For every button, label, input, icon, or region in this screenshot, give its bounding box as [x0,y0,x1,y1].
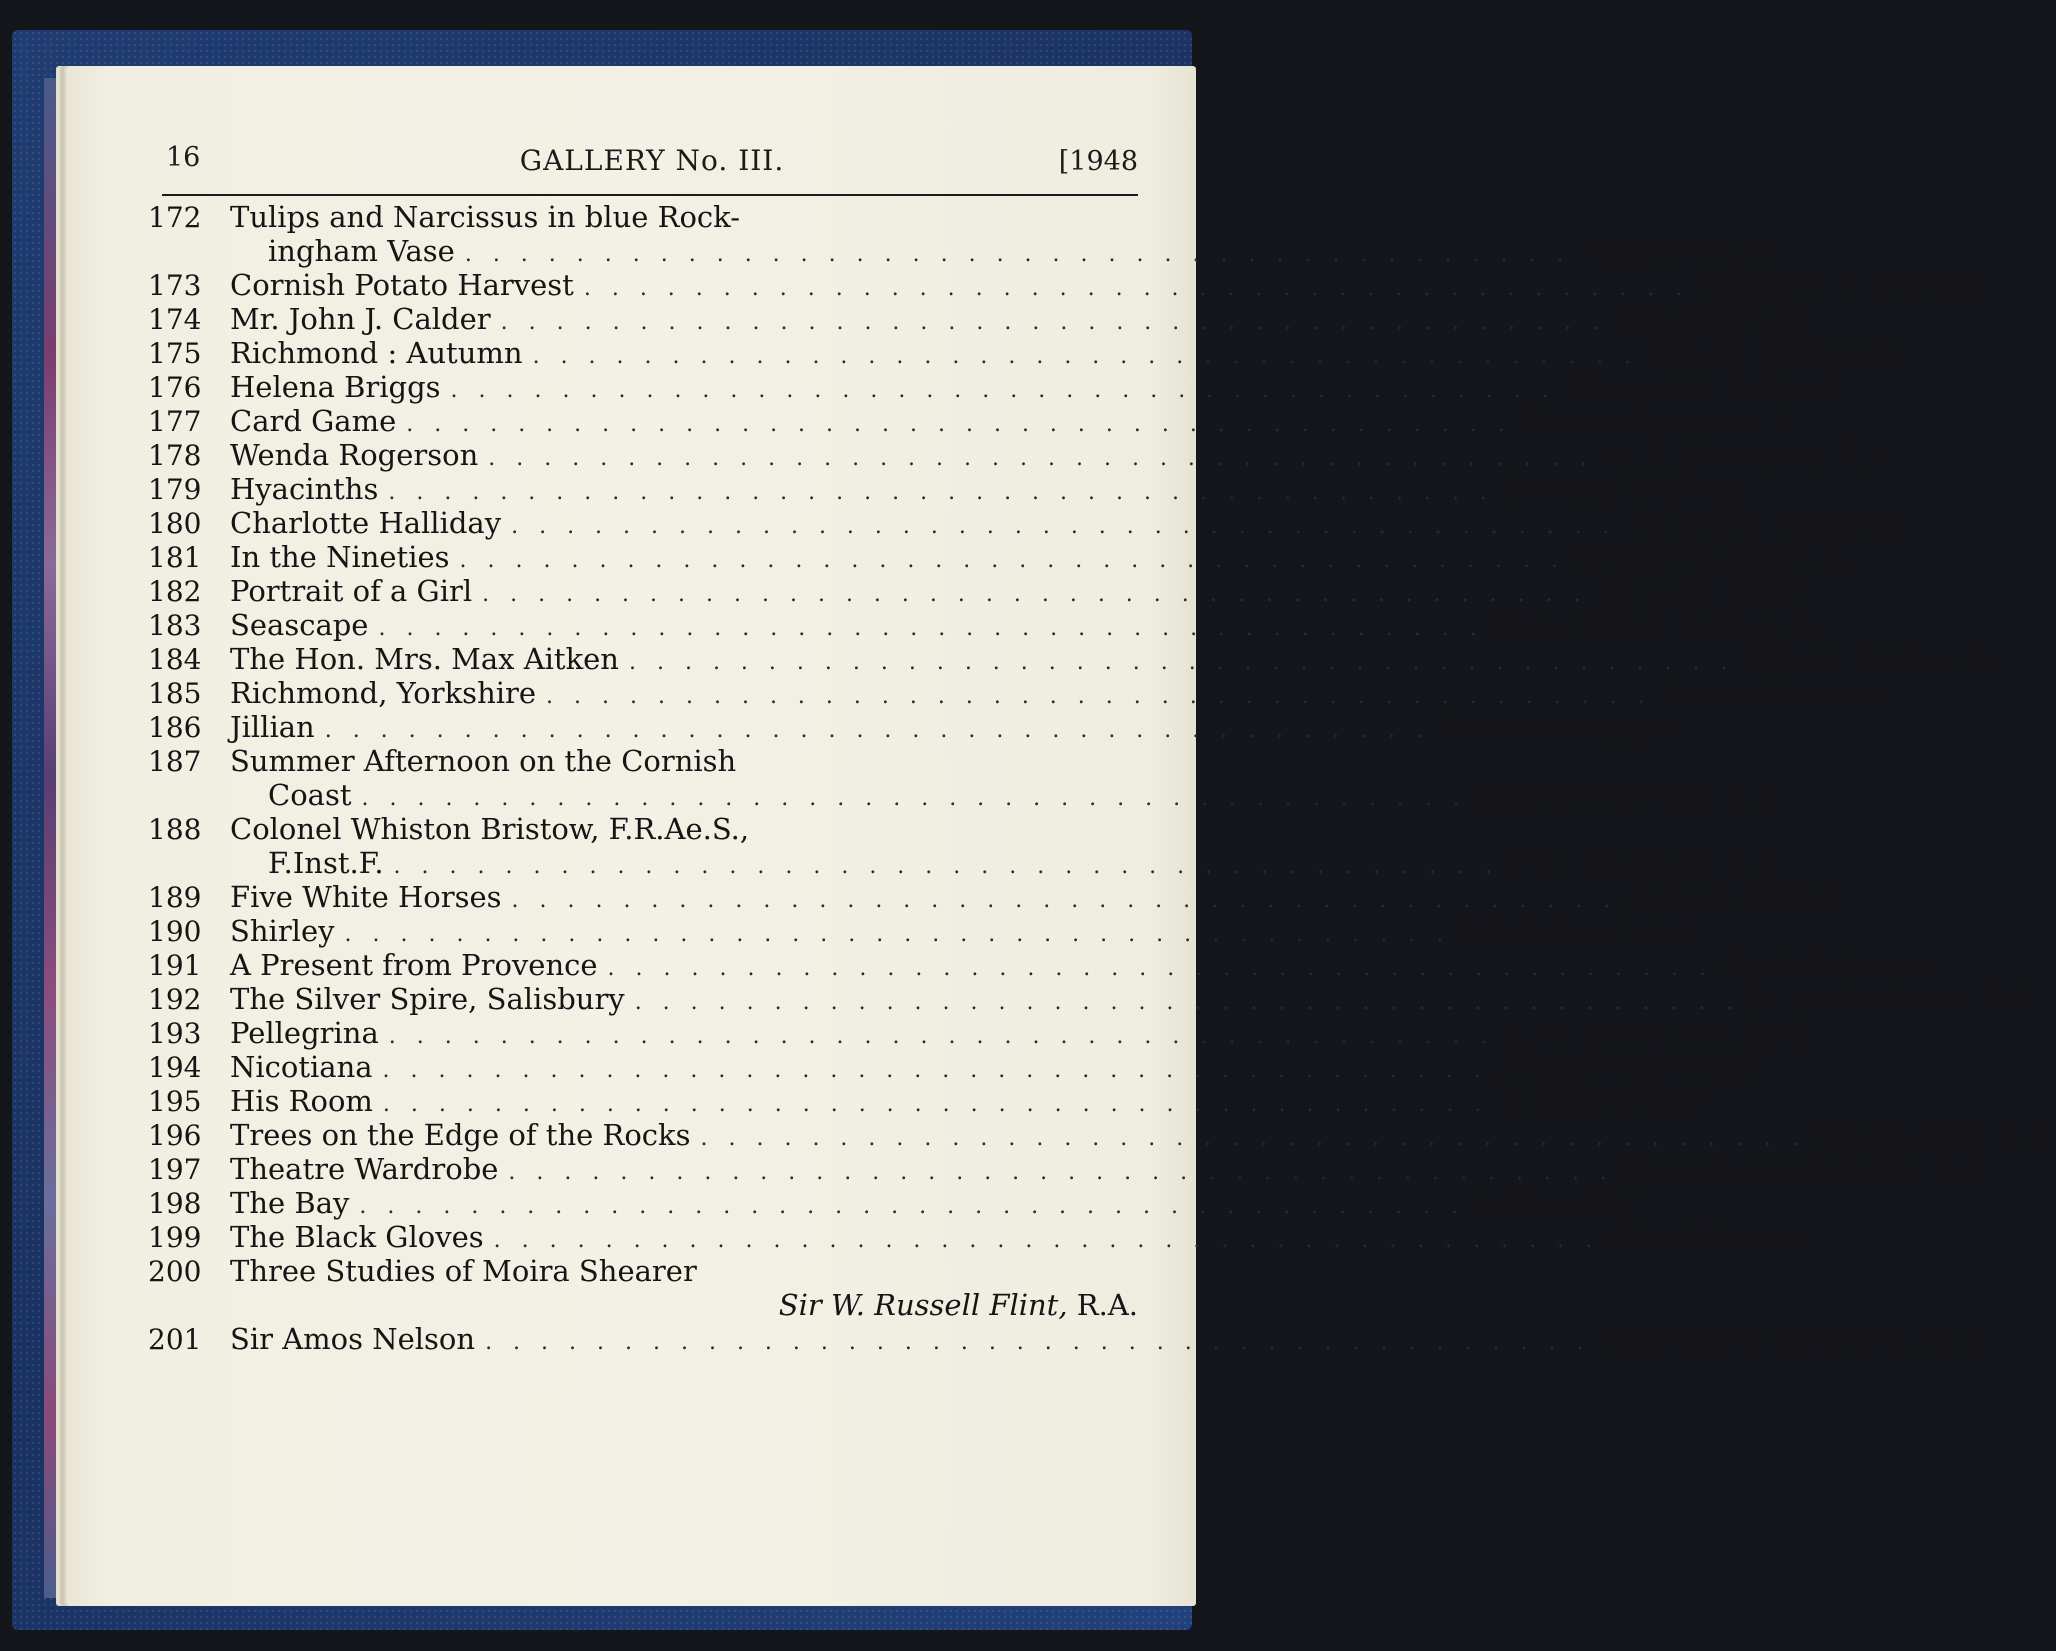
dot-leader: . . . . . . . . . . . . . . . . . . . . . . . . . . . . . . . . . . . . . . . . [393,854,1500,879]
work-title: Wenda Rogerson [230,438,479,472]
artist-name-text: Reginald G. Brundrit, [1600,1322,1917,1356]
catalogue-number: 180 [148,507,202,540]
artist-name-text: Steven Spurrier, [1521,404,1764,438]
catalogue-number: 183 [148,609,202,642]
artist-name [1460,914,1699,948]
work-title: A Present from Provence [230,948,598,982]
artist-name [1494,608,1823,642]
catalogue-entry [140,506,1903,540]
catalogue-entry [140,1050,1756,1084]
artist-name [1504,1016,1808,1050]
artist-name-text: Steven Spurrier, [1575,540,1817,574]
catalogue-entry [140,370,1841,404]
catalogue-number: 172 [148,201,202,234]
artist-name [1723,948,1928,982]
artist-name [1598,574,1800,608]
catalogue-entry [140,438,1898,472]
work-title: Sir Amos Nelson [230,1322,476,1356]
work-title: Pellegrina [230,1016,379,1050]
artist-name [1498,1050,1755,1084]
work-title: Tulips and Narcissus in blue Rock- [230,200,741,234]
catalogue-number: 188 [148,813,202,846]
catalogue-number: 177 [148,405,202,438]
artist-name-text: Margarita Rotinoff [1566,370,1841,404]
catalogue-entry [140,676,1885,710]
artist-name [1504,472,1743,506]
artist-name [1522,404,1803,438]
catalogue-number: 184 [148,643,202,676]
dot-leader: . . . . . . . . . . . . . . . . . . . . . . . . . . . . . . . . . . . . . . . . [464,242,1571,267]
artist-distinction: R.A. [1835,438,1898,472]
artist-name [1699,268,1984,302]
artist-distinction: A. [1825,540,1856,574]
work-title: In the Nineties [230,540,450,574]
work-title: Three Studies of Moira Shearer [230,1254,697,1288]
work-title: The Silver Spire, Salisbury [230,982,625,1016]
dot-leader: . . . . . . . . . . . . . . . . . . . . . . . . . . . . . . . . . . . . . . . . [583,276,1690,301]
catalogue-number: 181 [148,541,202,574]
catalogue-number: 173 [148,269,202,302]
catalogue-number: 197 [148,1153,202,1186]
catalogue-entry [140,710,1676,744]
header-rule [162,194,1138,196]
artist-name-text: Ethel Gabain [1609,1220,1801,1254]
dot-leader: . . . . . . . . . . . . . . . . . . . . . . . . . . . . . . . . . . . . . . . . [485,1330,1591,1355]
artist-distinction: A. [1968,642,1999,676]
running-title: GALLERY No. III. [519,144,785,177]
artist-name [1624,1152,1992,1186]
dot-leader: . . . . . . . . . . . . . . . . . . . . . . . . . . . . . . . . . . . . . . . . [482,582,1588,607]
artist-distinction: R.A. [1076,1288,1138,1322]
artist-name [1604,438,1897,472]
catalogue-entry [140,472,1743,506]
work-title: Seascape [230,608,369,642]
artist-distinction: R.A. [1930,1152,1993,1186]
dot-leader: . . . . . . . . . . . . . . . . . . . . . . . . . . . . . . . . . . . . . . . . [532,344,1639,369]
catalogue-entries [140,200,2056,1356]
year-marker: [1948 [1058,146,1138,177]
artist-name-text: W. G. de Glehn, [1750,982,1976,1016]
artist-name-text: Lilian Lancaster [1459,914,1699,948]
page-number: 16 [166,142,201,173]
catalogue-entry [140,336,1904,370]
artist-name-text: Dorothy Billings [1503,472,1743,506]
artist-name-text: Edward I. Halliday [1626,506,1903,540]
dot-leader: . . . . . . . . . . . . . . . . . . . . . . . . . . . . . . . . . . . . . . . . [388,1024,1495,1049]
catalogue-entry [140,880,1842,914]
artist-name [1475,1186,1636,1220]
artist-distinction: R.A. [1723,846,1785,880]
catalogue-entry [140,812,1785,880]
catalogue-number: 178 [148,439,202,472]
work-title: The Bay [230,1186,350,1220]
dot-leader: . . . . . . . . . . . . . . . . . . . . . . . . . . . . . . . . . . . . . . . . [488,446,1594,471]
dot-leader: . . . . . . . . . . . . . . . . . . . . . . . . . . . . . . . . . . . . . . . . [324,718,1431,743]
catalogue-number: 176 [148,371,202,404]
work-title: Trees on the Edge of the Rocks [230,1118,691,1152]
work-title: The Black Gloves [230,1220,484,1254]
artist-name [1580,234,1777,268]
artist-name-text: Adrian Hill [1474,1186,1636,1220]
dot-leader: . . . . . . . . . . . . . . . . . . . . . . . . . . . . . . . . . . . . . . . . [388,480,1494,505]
catalogue-entry [140,1152,1993,1186]
catalogue-entry [140,948,1928,982]
work-title: Card Game [230,404,397,438]
artist-name [1601,1322,1987,1356]
catalogue-number: 187 [148,745,202,778]
catalogue-entry [140,1322,1987,1356]
artist-name [1609,1220,1800,1254]
artist-name-text: Mary M. Watt [1597,574,1801,608]
artist-name [1662,676,1885,710]
artist-distinction: R.A. [1723,778,1786,812]
dot-leader: . . . . . . . . . . . . . . . . . . . . . . . . . . . . . . . . . . . . . . . . [378,616,1484,641]
page-header [166,140,1138,190]
artist-name-text: A. K. Lawrence, [1504,1016,1738,1050]
artist-name-text: Donald Towner [1661,676,1885,710]
work-title: Richmond, Yorkshire [230,676,537,710]
artist-name [779,1288,1138,1322]
work-title-continuation: Coast [268,778,352,812]
work-title: Five White Horses [230,880,502,914]
artist-distinction: R.A. [1994,1118,2056,1152]
artist-name [1816,1118,2056,1152]
dot-leader: . . . . . . . . . . . . . . . . . . . . . . . . . . . . . . . . . . . . . . . . [344,922,1450,947]
catalogue-number: 191 [148,949,202,982]
catalogue-entry [140,540,1856,574]
artist-name-text: Robert Whitmore [1648,336,1904,370]
work-title: Jillian [230,710,315,744]
catalogue-entry [140,642,1999,676]
artist-name [1750,982,2045,1016]
work-title: His Room [230,1084,373,1118]
work-title-continuation: F.Inst.F. [268,846,384,880]
artist-name-text: T. C. Dugdale, [1509,846,1715,880]
dot-leader: . . . . . . . . . . . . . . . . . . . . . . . . . . . . . . . . . . . . . . . . [607,956,1713,981]
catalogue-entry [140,1220,1801,1254]
catalogue-entry [140,268,1985,302]
artist-name-text: James Bateman, [1476,778,1715,812]
dot-leader: . . . . . . . . . . . . . . . . . . . . . . . . . . . . . . . . . . . . . . . . [700,1126,1806,1151]
work-title: Colonel Whiston Bristow, F.R.Ae.S., [230,812,750,846]
catalogue-number: 192 [148,983,202,1016]
artist-name [1566,370,1841,404]
catalogue-number: 186 [148,711,202,744]
artist-name-text: Norman Hepple [1440,710,1676,744]
artist-name-text: Enid Solomon [1723,948,1928,982]
artist-distinction: A. [1772,404,1803,438]
artist-distinction: R.A. [1984,982,2046,1016]
work-title: Helena Briggs [230,370,441,404]
work-title: Cornish Potato Harvest [230,268,574,302]
catalogue-entry [140,200,1778,268]
dot-leader: . . . . . . . . . . . . . . . . . . . . . . . . . . . . . . . . . . . . . . . . [493,1228,1600,1253]
catalogue-number: 175 [148,337,202,370]
artist-name-text: Simon Elwes [1616,302,1806,336]
artist-name [1440,710,1675,744]
dot-leader: . . . . . . . . . . . . . . . . . . . . . . . . . . . . . . . . . . . . . . . . [508,1160,1614,1185]
catalogue-entry [140,914,1699,948]
artist-name-text: Felicity Sutton [1626,880,1842,914]
dot-leader: . . . . . . . . . . . . . . . . . . . . . . . . . . . . . . . . . . . . . . . . [634,990,1741,1015]
artist-name [1627,506,1903,540]
catalogue-entry [140,744,1786,812]
catalogue-number: 174 [148,303,202,336]
catalogue-entry [140,982,2046,1016]
dot-leader: . . . . . . . . . . . . . . . . . . . . . . . . . . . . . . . . . . . . . . . . [459,548,1565,573]
artist-name-text: Walter Goodin [1498,1084,1709,1118]
catalogue-entry [140,1254,1138,1322]
artist-name-text: Dame Ethel Walker, [1493,608,1784,642]
artist-distinction: A. [1793,608,1824,642]
artist-name-text: Robert Buhler, [1744,642,1960,676]
dot-leader: . . . . . . . . . . . . . . . . . . . . . . . . . . . . . . . . . . . . . . . . [406,412,1512,437]
artist-name-text: Oliver Hall, [1815,1118,1986,1152]
artist-name-text: Sir W. Russell Flint, [778,1288,1068,1322]
work-title: Nicotiana [230,1050,373,1084]
catalogue-entry [140,1186,1636,1220]
work-title: Richmond : Autumn [230,336,523,370]
artist-name [1477,778,1785,812]
artist-name [1509,846,1785,880]
catalogue-entry [140,1118,2056,1152]
catalogue-entry [140,608,1824,642]
dot-leader: . . . . . . . . . . . . . . . . . . . . . . . . . . . . . . . . . . . . . . . . [382,1058,1489,1083]
artist-name-text: Jeanne Courtauld [1498,1050,1756,1084]
artist-name-text: Dame Laura Knight, [1623,1152,1922,1186]
artist-name [1627,880,1842,914]
catalogue-number: 193 [148,1017,202,1050]
catalogue-number: 195 [148,1085,202,1118]
catalogue-number: 185 [148,677,202,710]
artist-name-text: A. R. Thomson, [1603,438,1827,472]
catalogue-number: 182 [148,575,202,608]
catalogue-entry [140,404,1803,438]
artist-name [1575,540,1856,574]
catalogue-entry [140,302,1806,336]
catalogue-number: 189 [148,881,202,914]
work-title: Charlotte Halliday [230,506,502,540]
dot-leader: . . . . . . . . . . . . . . . . . . . . . . . . . . . . . . . . . . . . . . . . [511,888,1617,913]
dot-leader: . . . . . . . . . . . . . . . . . . . . . . . . . . . . . . . . . . . . . . . . [450,378,1557,403]
work-title: Summer Afternoon on the Cornish [230,744,737,778]
artist-distinction: R.A. [1925,1322,1987,1356]
artist-name [1616,302,1805,336]
catalogue-number: 194 [148,1051,202,1084]
dot-leader: . . . . . . . . . . . . . . . . . . . . . . . . . . . . . . . . . . . . . . . . [628,650,1735,675]
artist-name [1648,336,1903,370]
catalogue-number: 199 [148,1221,202,1254]
work-title: Portrait of a Girl [230,574,473,608]
catalogue-number: 198 [148,1187,202,1220]
dot-leader: . . . . . . . . . . . . . . . . . . . . . . . . . . . . . . . . . . . . . . . . [546,684,1652,709]
dot-leader: . . . . . . . . . . . . . . . . . . . . . . . . . . . . . . . . . . . . . . . . [511,514,1617,539]
dot-leader: . . . . . . . . . . . . . . . . . . . . . . . . . . . . . . . . . . . . . . . . [361,786,1467,811]
dot-leader: . . . . . . . . . . . . . . . . . . . . . . . . . . . . . . . . . . . . . . . . [359,1194,1465,1219]
artist-distinction: R.A. [1746,1016,1808,1050]
dot-leader: . . . . . . . . . . . . . . . . . . . . . . . . . . . . . . . . . . . . . . . . [500,310,1607,335]
catalogue-entry [140,1084,1709,1118]
artist-name [1744,642,1998,676]
work-title-continuation: ingham Vase [268,234,455,268]
work-title: Theatre Wardrobe [230,1152,499,1186]
catalogue-number: 201 [148,1323,202,1356]
artist-name-text: Marjorie F. Bruford [1699,268,1985,302]
dot-leader: . . . . . . . . . . . . . . . . . . . . . . . . . . . . . . . . . . . . . . . . [382,1092,1489,1117]
catalogue-number: 200 [148,1255,202,1288]
work-title: The Hon. Mrs. Max Aitken [230,642,619,676]
artist-name [1498,1084,1708,1118]
work-title: Shirley [230,914,335,948]
artist-name-text: Pauline Glass [1580,234,1778,268]
work-title: Mr. John J. Calder [230,302,491,336]
catalogue-number: 179 [148,473,202,506]
catalogue-entry [140,1016,1808,1050]
catalogue-entry [140,574,1801,608]
catalogue-number: 196 [148,1119,202,1152]
catalogue-number: 190 [148,915,202,948]
work-title: Hyacinths [230,472,379,506]
